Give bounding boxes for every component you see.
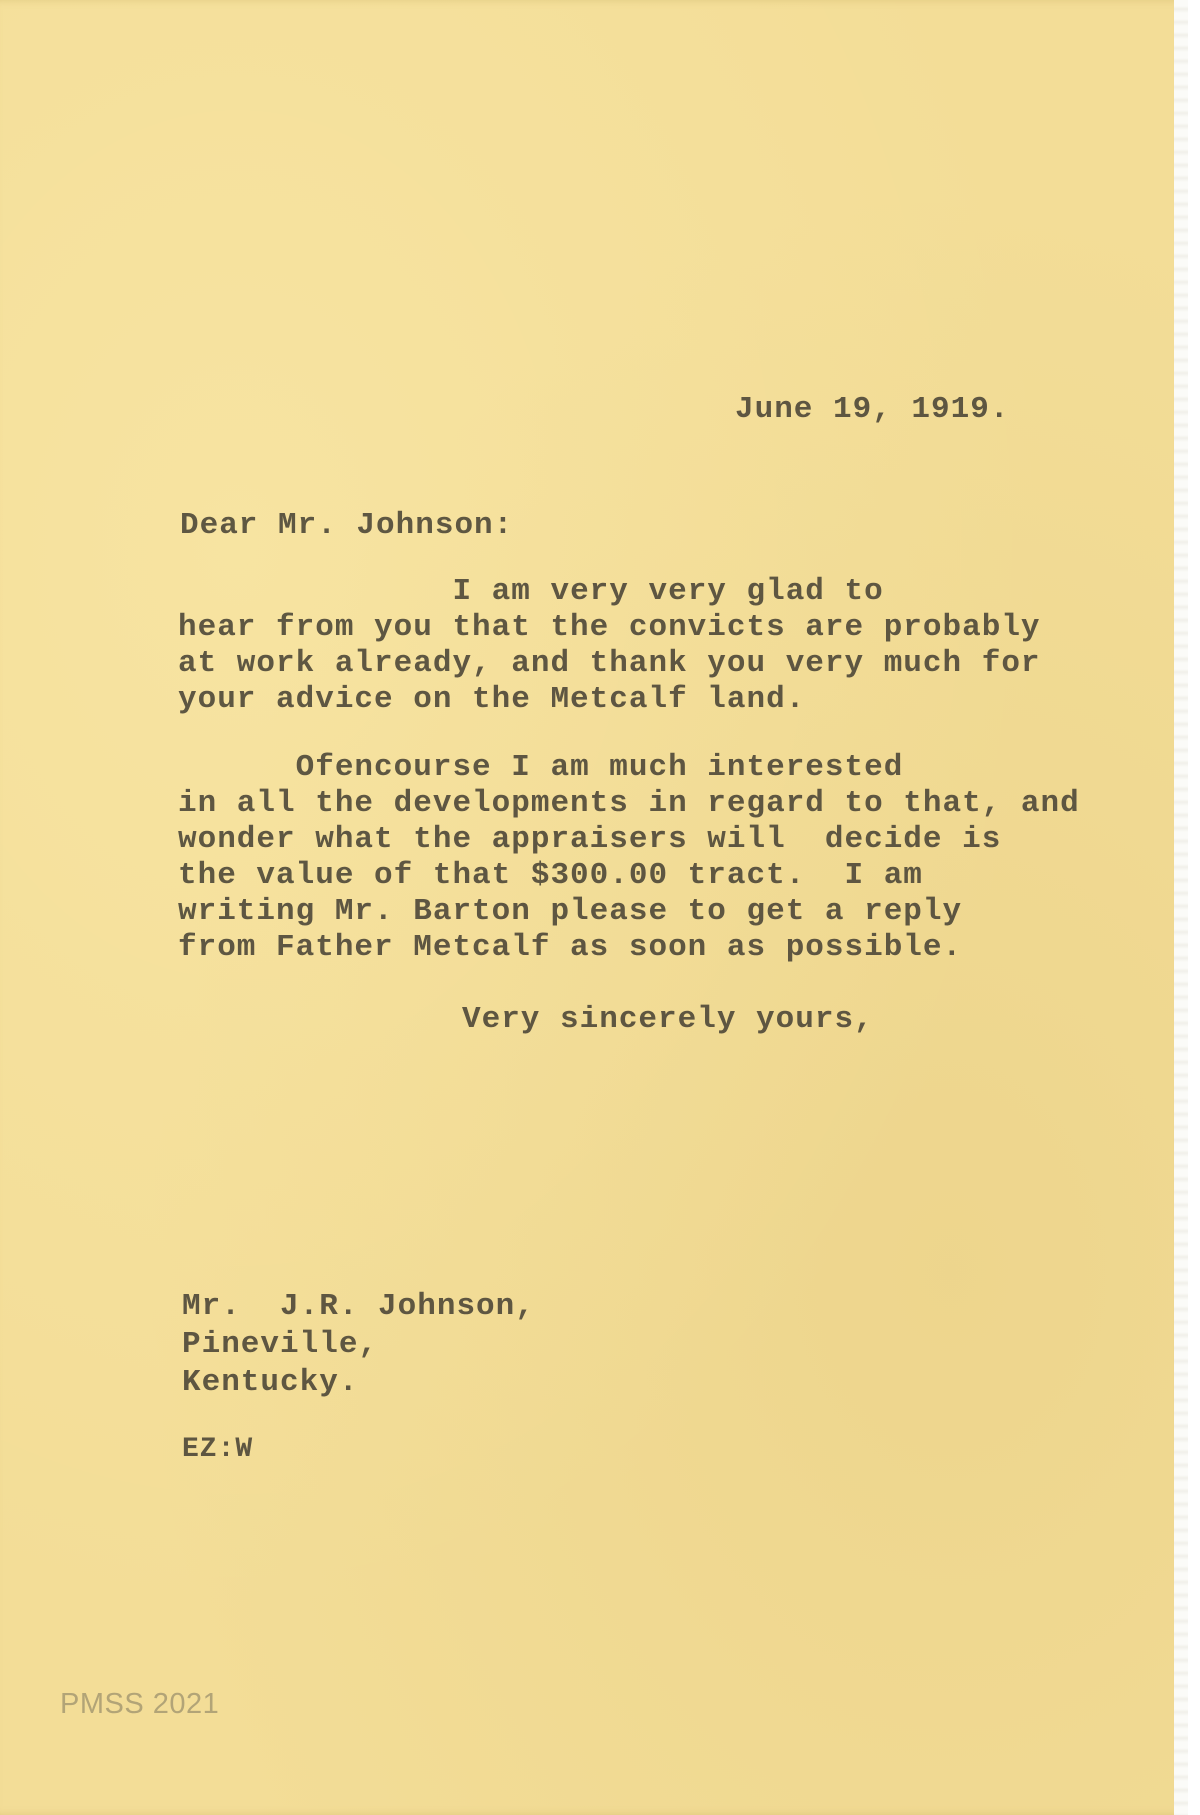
- typist-initials: EZ:W: [182, 1434, 254, 1465]
- addressee-block: [182, 1288, 535, 1402]
- paragraph-line: hear from you that the convicts are probably: [178, 610, 1041, 645]
- letter-paragraph-2: [178, 750, 1080, 966]
- addressee-line: Mr. J.R. Johnson,: [182, 1289, 535, 1324]
- archive-watermark: PMSS 2021: [60, 1688, 220, 1720]
- paragraph-line: writing Mr. Barton please to get a reply: [178, 894, 963, 929]
- paragraph-line: I am very very glad to: [452, 574, 884, 609]
- paragraph-line: at work already, and thank you very much for: [178, 646, 1041, 681]
- addressee-line: Kentucky.: [182, 1365, 359, 1400]
- letter-salutation: Dear Mr. Johnson:: [180, 508, 514, 543]
- paragraph-line: your advice on the Metcalf land.: [178, 682, 806, 717]
- paragraph-line: wonder what the appraisers will decide is: [178, 822, 1002, 857]
- paragraph-line: [178, 574, 452, 609]
- paragraph-line: the value of that $300.00 tract. I am: [178, 858, 923, 893]
- letter-paragraph-1: [178, 574, 1041, 718]
- letter-closing: Very sincerely yours,: [462, 1002, 874, 1037]
- paragraph-line: [178, 750, 296, 785]
- paragraph-line: in all the developments in regard to that, and: [178, 786, 1080, 821]
- paragraph-line: from Father Metcalf as soon as possible.: [178, 930, 963, 965]
- addressee-line: Pineville,: [182, 1327, 379, 1362]
- paragraph-line: Ofencourse I am much interested: [295, 750, 904, 785]
- torn-paper-edge: [1174, 0, 1188, 1815]
- letter-date: June 19, 1919.: [735, 392, 1010, 427]
